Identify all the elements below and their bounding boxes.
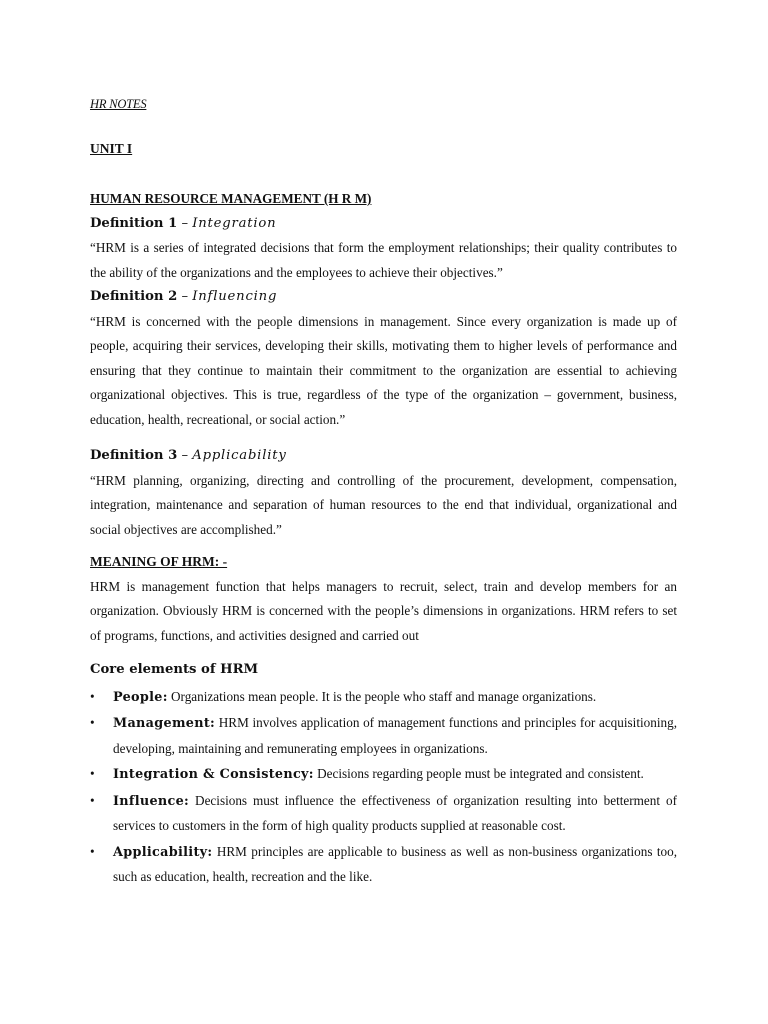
core-element-term: Integration & Consistency: <box>113 767 314 782</box>
core-element-management <box>90 711 677 761</box>
core-element-influence <box>90 789 677 839</box>
meaning-of-hrm-text: HRM is management function that helps managers to recruit, select, train and develop members for an organization. Obviously HRM is concerned with the people’s dimensions in organizations. HRM refers to set of programs, functions, and activities designed and carried out <box>90 578 677 643</box>
core-element-term: Influence: <box>113 793 190 809</box>
core-element-text: Decisions regarding people must be integrated and consistent. <box>313 766 644 781</box>
core-elements-heading: Core elements of HRM <box>90 662 259 677</box>
definition-1-label: Definition 1 <box>90 215 178 231</box>
definition-3-text: “HRM planning, organizing, directing and controlling of the procurement, development, compensation, integration, maintenance and separation of human resources to the end that individual, organizational and social objectives are accomplished.” <box>90 472 677 537</box>
bullet-icon: • <box>90 766 95 781</box>
definition-3-separator: – <box>177 448 193 463</box>
definition-1-separator: – <box>177 215 193 231</box>
definition-3-heading <box>90 444 677 469</box>
core-element-people <box>90 685 677 711</box>
definition-1-heading <box>90 212 677 237</box>
core-element-term: Applicability: <box>113 844 213 860</box>
core-element-integration-consistency <box>90 762 677 788</box>
core-element-text: HRM involves application of management functions and principles for acquisitioning, developing, maintaining and remunerating employees in organizations. <box>113 715 677 756</box>
definition-1-keyword: Integration <box>192 215 277 231</box>
definition-1-text: “HRM is a series of integrated decisions that form the employment relationships; their quality contributes to the ability of the organizations and the employees to achieve their objectives.” <box>90 240 677 280</box>
core-element-term: People: <box>113 689 168 705</box>
core-element-applicability <box>90 840 677 890</box>
core-element-text: Decisions must influence the effectiveness of organization resulting into betterment of services to customers in the form of high quality products supplied at reasonable cost. <box>113 792 677 833</box>
definition-2-text: “HRM is concerned with the people dimensions in management. Since every organization is made up of people, acquiring their services, developing their skills, motivating them to higher levels of performance and ensuring that they continue to maintain their commitment to the organization are essential to achieving organizational objectives. This is true, regardless of the type of the organization – government, business, education, health, recreational, or social action.” <box>90 313 677 427</box>
meaning-of-hrm-heading: MEANING OF HRM: - <box>90 554 228 569</box>
hr-notes-heading: HR NOTES <box>90 97 147 111</box>
core-element-text: Organizations mean people. It is the people who staff and manage organizations. <box>167 688 597 704</box>
bullet-icon: • <box>90 715 95 730</box>
bullet-icon: • <box>90 792 95 808</box>
definition-3-label: Definition 3 <box>90 448 178 463</box>
definition-3-keyword: Applicability <box>192 448 287 463</box>
hrm-section-title: HUMAN RESOURCE MANAGEMENT (H R M) <box>90 191 372 206</box>
definition-2-keyword: Influencing <box>192 289 278 304</box>
bullet-icon: • <box>90 688 95 704</box>
document-body <box>90 92 677 891</box>
unit-heading: UNIT I <box>90 140 133 156</box>
core-element-text: HRM principles are applicable to business as well as non-business organizations too, such as education, health, recreation and the like. <box>113 843 677 884</box>
core-elements-list <box>90 685 677 890</box>
definition-2-separator: – <box>177 289 193 304</box>
definition-2-label: Definition 2 <box>90 289 178 304</box>
core-element-term: Management: <box>113 716 216 731</box>
bullet-icon: • <box>90 843 95 859</box>
definition-2-heading <box>90 285 677 310</box>
